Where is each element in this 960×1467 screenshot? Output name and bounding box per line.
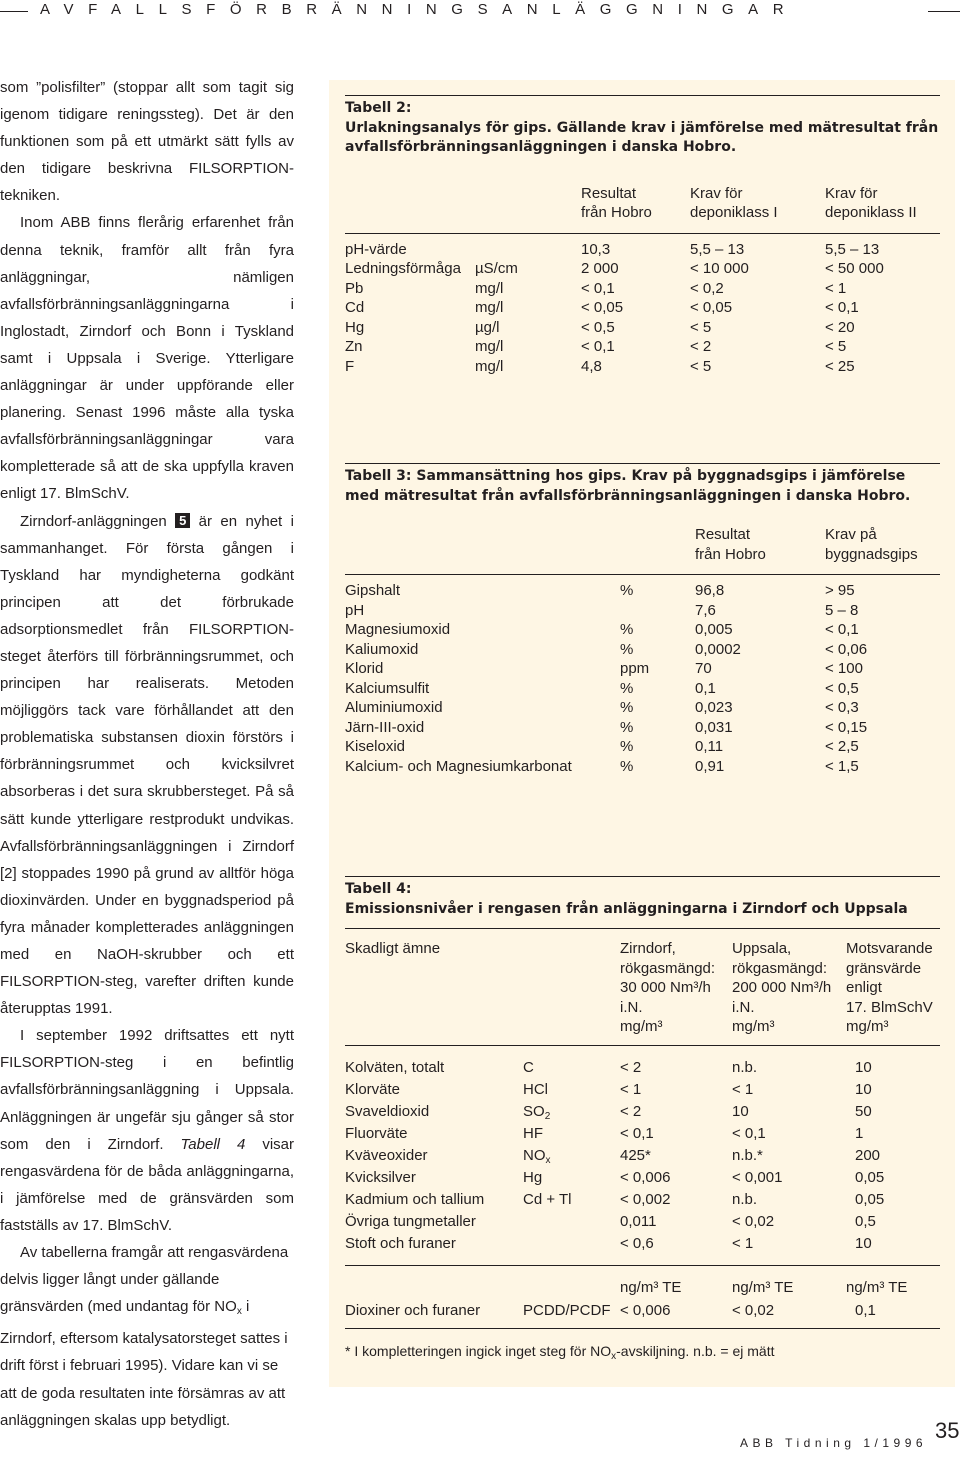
table-cell: < 0,5 <box>825 679 859 697</box>
table-2-caption-text: Urlakningsanalys för gips. Gällande krav i jämförelse med mätresultat från avfallsförbränningsanläggningen i danska Hobro. <box>345 119 939 155</box>
page-number: 35 <box>935 1418 960 1443</box>
table-cell: ng/m³ TE <box>846 1279 908 1296</box>
table-cell: < 0,02 <box>732 1301 775 1319</box>
table-row <box>345 581 940 601</box>
table-4-rule <box>345 1045 940 1046</box>
table-row <box>345 698 940 718</box>
table-cell: % <box>620 738 634 755</box>
table-cell: 10 <box>732 1103 749 1120</box>
formula-text: SO <box>523 1103 545 1120</box>
table-cell: < 5 <box>825 338 847 355</box>
table-cell: PCDD/PCDF <box>523 1301 611 1319</box>
table-cell: Kvicksilver <box>345 1169 416 1186</box>
table-cell: 0,05 <box>855 1169 885 1186</box>
table-cell: < 0,1 <box>620 1125 654 1142</box>
table-4-footnote <box>345 1342 940 1362</box>
table-cell: Klorväte <box>345 1081 401 1098</box>
table-3-rule <box>345 574 940 575</box>
table-4-header-cell: Uppsala, rökgasmängd: 200 000 Nm³/h i.N. mg/m³ <box>732 940 832 1035</box>
header-rule-right <box>928 11 960 12</box>
table-cell: < 0,5 <box>581 318 615 336</box>
table-cell: < 100 <box>825 660 863 677</box>
table-row <box>345 1211 940 1233</box>
table-cell: Pb <box>345 279 364 297</box>
paragraph-5-start: Av tabellerna framgår att rengasvärdena delvis ligger långt under gällande gränsvärden (med undantag för NO <box>0 1244 289 1316</box>
table-row <box>345 679 940 699</box>
table-cell: Fluorväte <box>345 1125 408 1142</box>
table-4-rule <box>345 1328 940 1329</box>
table-cell: 0,5 <box>855 1213 876 1230</box>
paragraph-2: Inom ABB finns flerårig erfarenhet från denna teknik, framför allt från fyra anläggningar, nämligen avfallsförbränningsanläggningarna i Inglostadt, Zirndorf och Bonn i Tyskland samt i Uppsala i Sverige. Ytterligare anläggningar är under uppförande eller planering. Senast 1996 måste alla tyska avfallsförbränningsanläggningar vara kompletterade så att de ska uppfylla kraven enligt 17. BlmSchV. <box>0 214 294 503</box>
table-3-body <box>345 581 940 776</box>
table-cell: % <box>620 679 634 697</box>
table-row <box>345 601 940 621</box>
table-cell: n.b. <box>732 1059 758 1076</box>
table-4-header-cell: Zirndorf, rökgasmängd: 30 000 Nm³/h i.N. mg/m³ <box>620 940 716 1035</box>
table-row <box>345 357 940 377</box>
table-3-title: Tabell 3: <box>345 468 412 484</box>
table-cell: ppm <box>620 660 650 677</box>
table-cell: < 0,15 <box>825 718 868 736</box>
running-header <box>0 0 960 22</box>
table-cell: Cd <box>345 299 365 316</box>
table-cell: < 0,05 <box>690 299 733 316</box>
table-cell: µS/cm <box>475 260 518 277</box>
formula-subscript: x <box>545 1155 551 1166</box>
table-cell: 200 <box>855 1147 881 1164</box>
table-4-header-cell: Motsvarande gränsvärde enligt 17. BlmSchV mg/m³ <box>846 940 933 1035</box>
header-rule-left <box>0 11 28 12</box>
table-cell: < 0,001 <box>732 1169 783 1186</box>
table-cell: < 0,05 <box>581 299 624 316</box>
table-row <box>345 1057 940 1079</box>
table-cell: < 0,006 <box>620 1169 671 1186</box>
table-2-caption <box>345 95 940 158</box>
table-cell: 4,8 <box>581 357 602 375</box>
table-4-dioxin-row <box>345 1301 940 1321</box>
table-row <box>345 298 940 318</box>
paragraph-4-rest: visar rengasvärdena för de båda anläggningarna, i jämförelse med de gränsvärden som fastställs av 17. BlmSchV. <box>0 1135 294 1234</box>
table-cell: < 1,5 <box>825 757 859 775</box>
table-cell: < 0,006 <box>620 1301 671 1319</box>
table-cell: Magnesiumoxid <box>345 621 451 638</box>
table-cell: < 0,1 <box>581 338 615 355</box>
paragraph-5-subscript: x <box>236 1306 242 1318</box>
table-cell: Kadmium och tallium <box>345 1191 485 1208</box>
table-cell: Kiseloxid <box>345 738 406 755</box>
paragraph-4-start: I september 1992 driftsattes ett nytt FILSORPTION-steg i en befintlig avfallsförbränningsanläggning i Uppsala. Anläggningen är ungefär sju gånger så stor som den i Zirndorf. <box>0 1027 294 1153</box>
table-cell: < 1 <box>732 1081 754 1098</box>
table-3-caption-rest: Sammansättning hos gips. Krav på byggnadsgips i jämförelse med mätresultat från avfallsförbränningsanläggningen i danska Hobro. <box>345 468 911 504</box>
table-cell: < 0,1 <box>825 299 859 316</box>
table-cell: 10,3 <box>581 240 611 258</box>
table-cell: 1 <box>855 1125 864 1142</box>
formula-text: HF <box>523 1125 543 1142</box>
table-cell: 7,6 <box>695 601 716 619</box>
table-3-header <box>345 525 940 565</box>
table-cell: Kalcium- och Magnesiumkarbonat <box>345 757 572 775</box>
table-cell: 0,1 <box>855 1301 876 1319</box>
table-row <box>345 620 940 640</box>
table-row <box>345 640 940 660</box>
tables-panel <box>329 80 955 1387</box>
table-cell: < 2 <box>620 1059 642 1076</box>
table-cell: Stoft och furaner <box>345 1235 456 1252</box>
table-cell: 0,023 <box>695 699 733 716</box>
table-cell: < 0,6 <box>620 1235 654 1252</box>
table-cell <box>523 1189 572 1211</box>
table-cell: Dioxiner och furaner <box>345 1301 481 1319</box>
table-row <box>345 1145 940 1167</box>
table-2-rule <box>345 233 940 234</box>
table-cell <box>523 1123 543 1145</box>
table-3-caption <box>345 463 940 506</box>
table-cell: < 0,002 <box>620 1191 671 1208</box>
table-cell: < 0,06 <box>825 640 868 658</box>
table-3-header-cell: Krav på byggnadsgips <box>825 526 918 563</box>
table-cell: 10 <box>855 1059 872 1076</box>
table-cell: n.b.* <box>732 1147 763 1164</box>
table-cell: Klorid <box>345 660 384 677</box>
table-cell: Kolväten, totalt <box>345 1059 445 1076</box>
paragraph-5-rest: i Zirndorf, eftersom katalysatorsteget sattes i drift först i februari 1995). Vidare kan vi se att de goda resultaten inte försämras av att anläggningen skalas upp betydligt. <box>0 1298 288 1429</box>
table-cell: % <box>620 640 634 658</box>
formula-text: Cd + Tl <box>523 1191 572 1208</box>
table-cell: 5,5 – 13 <box>690 240 745 258</box>
table-row <box>345 1101 940 1123</box>
table-cell: Övriga tungmetaller <box>345 1213 476 1230</box>
formula-text: HCl <box>523 1081 548 1098</box>
table-cell: mg/l <box>475 338 504 355</box>
table-cell: % <box>620 718 634 736</box>
table-4-caption <box>345 876 940 919</box>
table-cell: 96,8 <box>695 582 725 599</box>
table-cell: 0,11 <box>695 738 724 755</box>
table-row <box>345 757 940 777</box>
table-3 <box>345 463 940 776</box>
table-cell: % <box>620 582 634 599</box>
table-row <box>345 279 940 299</box>
table-cell: < 50 000 <box>825 260 884 277</box>
table-4-title: Tabell 4: <box>345 881 412 897</box>
paragraph-5 <box>0 1239 294 1434</box>
table-2-header <box>345 184 940 224</box>
table-4-header-cell: Skadligt ämne <box>345 940 441 957</box>
table-cell: Hg <box>345 318 365 336</box>
table-cell: 425* <box>620 1147 651 1164</box>
table-cell: Kalciumsulfit <box>345 679 430 697</box>
table-4-header <box>345 939 940 1037</box>
table-cell: mg/l <box>475 279 504 297</box>
footnote-subscript: x <box>611 1351 617 1362</box>
footnote-rest: -avskiljning. n.b. = ej mätt <box>616 1343 775 1359</box>
table-cell: Zn <box>345 338 363 355</box>
table-cell: < 5 <box>690 318 712 336</box>
formula-text: C <box>523 1059 534 1076</box>
table-cell <box>523 1057 534 1079</box>
table-cell: > 95 <box>825 582 855 599</box>
table-row <box>345 259 940 279</box>
table-cell: < 0,1 <box>732 1125 766 1142</box>
table-3-caption-text <box>345 467 940 506</box>
table-2-title: Tabell 2: <box>345 100 412 116</box>
table-2-body <box>345 240 940 377</box>
table-cell: < 10 000 <box>690 260 749 277</box>
table-cell: < 0,2 <box>690 279 724 297</box>
paragraph-3 <box>0 508 294 1023</box>
table-cell: 2 000 <box>581 260 619 277</box>
table-cell: 0,011 <box>620 1213 657 1230</box>
table-row <box>345 718 940 738</box>
table-cell: < 25 <box>825 357 855 375</box>
table-cell: Kaliumoxid <box>345 640 419 658</box>
table-cell: < 5 <box>690 357 712 375</box>
table-row <box>345 737 940 757</box>
table-4-rule <box>345 1265 940 1266</box>
table-cell: < 0,02 <box>732 1213 775 1230</box>
table-cell: Aluminiumoxid <box>345 699 443 716</box>
table-row <box>345 1079 940 1101</box>
running-title: AVFALLSFÖRBRÄNNINGSANLÄGGNINGAR <box>40 1 799 18</box>
table-4-unit-row <box>345 1278 940 1298</box>
table-row <box>345 1189 940 1211</box>
paragraph-1: som ”polisfilter” (stoppar allt som tagit sig igenom tidigare reningssteg). Det är den funktionen som på ett utmärkt sätt fylls av den tidigare beskrivna FILSORPTION-tekniken. <box>0 79 294 205</box>
table-4-reference: Tabell 4 <box>180 1135 246 1153</box>
table-4-dioxin-block <box>345 1278 940 1320</box>
table-cell: < 1 <box>825 279 847 297</box>
table-cell: Gipshalt <box>345 582 401 599</box>
table-cell: 5,5 – 13 <box>825 240 880 258</box>
table-cell: Kväveoxider <box>345 1147 428 1164</box>
table-cell: < 1 <box>732 1235 754 1252</box>
table-cell: < 0,1 <box>581 279 615 297</box>
magazine-footer: ABB Tidning 1/1996 <box>740 1436 928 1450</box>
table-cell: < 0,1 <box>825 621 859 638</box>
table-cell: 0,05 <box>855 1191 885 1208</box>
table-cell: < 20 <box>825 318 855 336</box>
table-4-body <box>345 1057 940 1255</box>
table-2 <box>345 95 940 376</box>
table-cell: < 2 <box>690 338 712 355</box>
table-cell: pH-värde <box>345 240 407 258</box>
table-row <box>345 337 940 357</box>
table-cell: 0,1 <box>695 679 716 697</box>
figure-reference-badge: 5 <box>175 513 190 528</box>
table-cell: ng/m³ TE <box>732 1279 794 1296</box>
table-cell: mg/l <box>475 299 504 316</box>
table-row <box>345 659 940 679</box>
table-cell: 70 <box>695 660 712 677</box>
table-cell: Ledningsförmåga <box>345 260 461 277</box>
table-2-header-cell: Resultat från Hobro <box>581 184 652 221</box>
table-row <box>345 1167 940 1189</box>
table-cell: < 2 <box>620 1103 642 1120</box>
table-cell: < 1 <box>620 1081 642 1098</box>
table-cell: ng/m³ TE <box>620 1279 682 1296</box>
table-cell: n.b. <box>732 1191 758 1208</box>
formula-text: NO <box>523 1147 546 1164</box>
body-text-column <box>0 74 294 1434</box>
footnote-start: * I kompletteringen ingick inget steg för NO <box>345 1343 612 1359</box>
paragraph-3-start: Zirndorf-anläggningen <box>20 512 167 530</box>
table-2-header-cell: Krav för deponiklass I <box>690 184 778 221</box>
table-cell: µg/l <box>475 318 500 336</box>
table-cell <box>523 1167 542 1189</box>
formula-text: Hg <box>523 1169 543 1186</box>
formula-subscript: 2 <box>544 1111 551 1122</box>
table-cell: 10 <box>855 1081 872 1098</box>
table-4-rule <box>345 928 940 929</box>
table-row <box>345 1123 940 1145</box>
table-cell: 0,0002 <box>695 640 741 658</box>
paragraph-3-rest: är en nyhet i sammanhanget. För första gången i Tyskland har myndigheterna godkänt principen att det förbrukade adsorptionsmedlet från FILSORPTION-steget återförs till förbränningsrummet, och principen har realiserats. Metoden möjliggörs tack vare förhållandet att den problematiska substansen dioxin förstörs i förbränningsrummet och kvicksilvret absorberas i det sura skrubbersteget. På så sätt kunde ytterligare restprodukt undvikas. Avfallsförbränningsanläggningen i Zirndorf [2] stoppades 1990 på grund av alltför höga dioxinvärden. Under en byggnadsperiod på fyra månader kompletterades anläggningen med en NaOH-skrubber och ett FILSORPTION-steg, varefter driften kunde återupptas 1991. <box>0 512 294 1018</box>
table-cell: % <box>620 699 634 716</box>
table-cell <box>523 1079 548 1101</box>
table-row <box>345 318 940 338</box>
table-cell: % <box>620 757 634 775</box>
table-cell: < 2,5 <box>825 738 859 755</box>
table-cell: < 0,3 <box>825 699 859 716</box>
table-cell: Järn-III-oxid <box>345 718 425 736</box>
paragraph-4 <box>0 1022 294 1239</box>
table-cell: 5 – 8 <box>825 601 859 619</box>
table-cell: 10 <box>855 1235 872 1252</box>
table-4-caption-text: Emissionsnivåer i rengasen från anläggningarna i Zirndorf och Uppsala <box>345 900 908 917</box>
table-cell: F <box>345 357 355 375</box>
table-row <box>345 240 940 260</box>
table-3-header-cell: Resultat från Hobro <box>695 526 766 563</box>
table-4 <box>345 876 940 1362</box>
table-cell: Svaveldioxid <box>345 1103 430 1120</box>
table-cell: 50 <box>855 1103 872 1120</box>
table-cell: 0,005 <box>695 621 733 638</box>
table-cell: 0,91 <box>695 757 725 775</box>
table-cell: pH <box>345 601 365 619</box>
table-cell: mg/l <box>475 357 504 375</box>
table-cell: % <box>620 621 634 638</box>
table-row <box>345 1233 940 1255</box>
table-2-header-cell: Krav för deponiklass II <box>825 184 917 221</box>
table-cell: 0,031 <box>695 718 733 736</box>
